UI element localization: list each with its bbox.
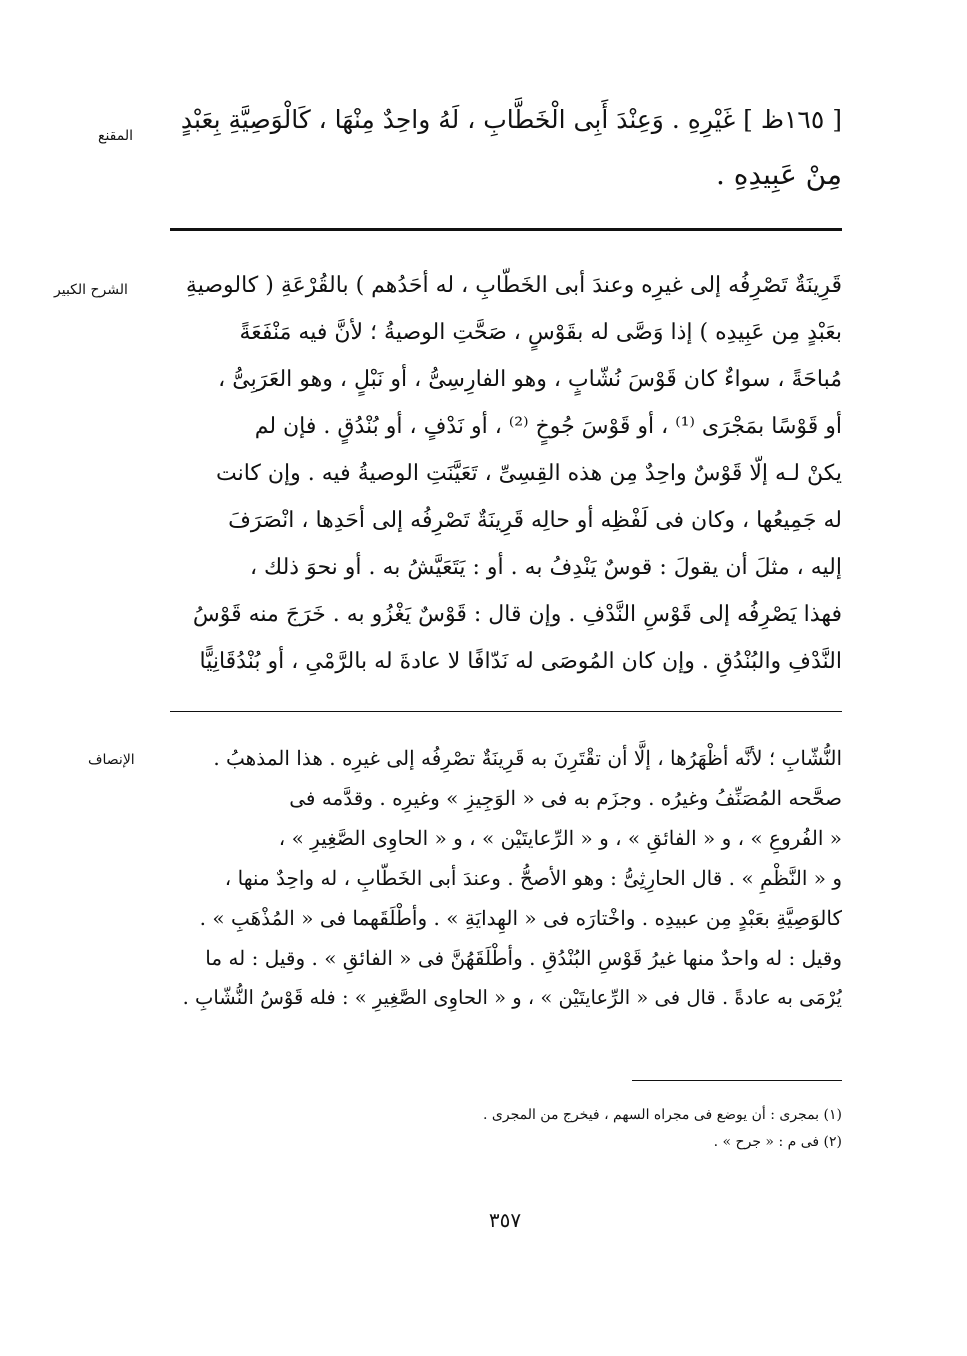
footnote: (١) بمجرى : أن يوضع فى مجراه السهم ، فيخرج من المجرى . [482, 1107, 842, 1123]
section-label-sharh: الشرح الكبير [54, 282, 128, 298]
sharh-text-line: أو قَوْسًا بمَجْرَى ⁽¹⁾ ، أو قَوْسَ جُوخٍ ⁽²⁾ ، أو نَدْفٍ ، أو بُنْدُقٍ . فإن لم [254, 414, 842, 439]
insaf-text-block [170, 738, 842, 1018]
sharh-text-line: بعَبْدٍ مِن عَبِيدِه ) إذا وَصَّى له بقَوْسٍ ، صَحَّتِ الوصيةُ ؛ لأنَّ فيه مَنْفَعَةً [239, 320, 842, 345]
insaf-text-line: النُّشّابِ ؛ لأنَّه أظْهَرُها ، إلَّا أن تقْتَرِنَ به قَرِينَةٌ تصْرِفُه إلى غيرِه . هذا المذهبُ . [213, 746, 842, 770]
footnote-divider [632, 1080, 842, 1081]
insaf-text-line: كالوَصِيَّةِ بعَبْدٍ مِن عبيدِه . واخْتارَه فى « الهِدايَةِ » . وأطْلَقَهما فى « المُذْهَبِ » . [199, 906, 842, 930]
sharh-text-block [170, 262, 842, 685]
thin-divider [170, 711, 842, 712]
insaf-text-line: يُرْمَى به عادةً . قال فى « الرِّعايتَيْن » ، و « الحاوِى الصَّغِيرِ » : فله قَوْسُ النُّشّابِ . [182, 986, 842, 1009]
sharh-text-line: النَّدْفِ والبُنْدُقِ . وإن كان المُوصَى له نَدّافًا لا عادةَ له بالرَّمْىِ ، أو بُنْدُقَانِيًّا [199, 649, 842, 674]
sharh-text-line: قَرِينَةٌ تَصْرِفُه إلى غيرِه وعندَ أبى الخَطّابِ ، له أحَدُهم ) بالقُرْعَةِ ( كالوصيةِ [185, 273, 842, 298]
insaf-text-line: و « النَّظْمِ » . قال الحارِثِىُّ : وهو الأصحُّ . وعندَ أبى الخَطّابِ ، له واحِدٌ منها ، [224, 866, 842, 890]
thick-divider [170, 228, 842, 231]
main-text-line: [ ١٦٥ظ ] غَيْرِهِ . وَعِنْدَ أَبِى الْخَطَّابِ ، لَهُ واحِدٌ مِنْهَا ، كَالْوَصِيَّةِ بِعَبْدٍ [180, 105, 842, 134]
page-number: ٣٥٧ [488, 1208, 522, 1232]
footnotes [142, 1102, 842, 1156]
main-text-block [170, 92, 842, 202]
footnote: (٢) فى م : « جرح » . [713, 1134, 842, 1150]
sharh-text-line: مُباحَةً ، سواءٌ كان قَوْسَ نُشّابٍ ، وهو الفارِسِىُّ ، أو نَبْلٍ ، وهو العَرَبِىُّ ، [218, 367, 842, 392]
sharh-text-line: يكنْ لـه إلّا قَوْسٌ واحِدٌ مِن هذه القِسِىِّ ، تَعَيَّنَتِ الوصيةُ فيه . وإن كانت [215, 461, 842, 486]
section-label-muqni: المقنع [98, 128, 134, 144]
section-label-insaf: الإنصاف [88, 752, 135, 768]
insaf-text-line: صحَّحه المُصَنِّفُ وغيرُه . وجزَم به فى « الوَجِيزِ » وغيرِه . وقدَّمه فى [289, 786, 842, 810]
sharh-text-line: إليه ، مثلَ أن يقولَ : قوسٌ يَنْدِفُ به . أو : يَتَعَيَّشُ به . أو نحوَ ذلك ، [249, 555, 842, 580]
insaf-text-line: « الفُروعِ » ، و « الفائقِ » ، و « الرِّعايتَيْن » ، و « الحاوِى الصَّغِيرِ » ، [278, 826, 842, 850]
sharh-text-line: له جَمِيعُها ، وكان فى لَفْظِه أو حالِه قَرِينَةٌ تَصْرِفُه إلى أحَدِها ، انْصَرَفَ [228, 508, 842, 533]
main-text-line: مِنْ عَبِيدِهِ . [716, 158, 842, 191]
insaf-text-line: وقيل : له واحدٌ منها غيرُ قَوْسِ البُنْدُقِ . وأطْلَقَهُنَّ فى « الفائقِ » . وقيل : له ما [205, 946, 842, 970]
sharh-text-line: فهذا يَصْرِفُه إلى قَوْسِ النَّدْفِ . وإن قال : قَوْسٌ يَغْزُو به . خَرَجَ منه قَوْسُ [192, 602, 842, 627]
